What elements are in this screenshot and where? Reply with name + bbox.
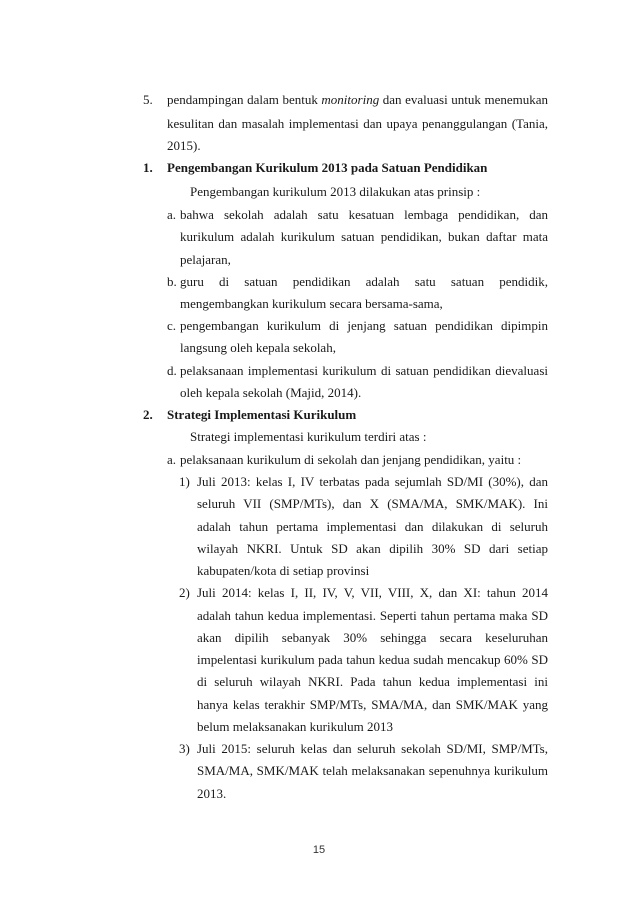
italic-term: monitoring (321, 92, 380, 107)
list-item-line: pelaksanaan implementasi kurikulum di satuan pendidikan dievaluasi (180, 363, 548, 378)
point-line: Juli 2014: kelas I, II, IV, V, VII, VIII, X, dan XI: tahun 2014 (197, 585, 548, 600)
point-line: Juli 2015: seluruh kelas dan seluruh sekolah SD/MI, SMP/MTs, (197, 741, 548, 756)
point-line: seluruh VII (SMP/MTs), dan X (SMA/MA, SMK/MAK). Ini (197, 496, 548, 511)
point-line: adalah tahun kedua implementasi. Seperti tahun pertama maka SD (197, 608, 548, 623)
point-line: akan dipilih sebanyak 30% sehingga secara keseluruhan (197, 630, 548, 645)
page-number: 15 (312, 844, 326, 856)
section-number: 1. (143, 160, 153, 175)
list-marker: b. (167, 274, 177, 289)
paragraph-line: 2015). (167, 138, 201, 153)
point-line: impelentasi kurikulum pada tahun kedua sudah mencakup 60% SD (197, 652, 548, 667)
point-line: hanya kelas terakhir SMP/MTs, SMA/MA, dan SMK/MAK yang (197, 697, 548, 712)
section-heading: Strategi Implementasi Kurikulum (167, 407, 357, 422)
point-line: SMA/MA, SMK/MAK telah melaksanakan sepenuhnya kurikulum (197, 763, 548, 778)
list-item-line: pelajaran, (180, 252, 231, 267)
list-item-line: pelaksanaan kurikulum di sekolah dan jenjang pendidikan, yaitu : (180, 452, 522, 467)
point-line: belum melaksanakan kurikulum 2013 (197, 719, 394, 734)
list-item-line: oleh kepala sekolah (Majid, 2014). (180, 385, 362, 400)
list-item-line: mengembangkan kurikulum secara bersama-sama, (180, 296, 443, 311)
list-item-line: kurikulum adalah kurikulum satuan pendidikan, bukan daftar mata (180, 229, 548, 244)
point-line: kabupaten/kota di setiap provinsi (197, 563, 370, 578)
item-number: 5. (143, 92, 153, 107)
point-marker: 3) (179, 741, 190, 756)
point-line: di seluruh wilayah NKRI. Pada tahun kedua implementasi ini (197, 674, 548, 689)
section-heading: Pengembangan Kurikulum 2013 pada Satuan Pendidikan (167, 160, 488, 175)
point-line: wilayah NKRI. Untuk SD akan dipilih 30% SD dari setiap (197, 541, 548, 556)
list-item-line: bahwa sekolah adalah satu kesatuan lembaga pendidikan, dan (180, 207, 548, 222)
point-marker: 1) (179, 474, 190, 489)
point-marker: 2) (179, 585, 190, 600)
section-intro: Strategi implementasi kurikulum terdiri atas : (190, 429, 427, 444)
list-marker: c. (167, 318, 177, 333)
list-item-line: langsung oleh kepala sekolah, (180, 340, 336, 355)
list-item-line: pengembangan kurikulum di jenjang satuan pendidikan dipimpin (180, 318, 548, 333)
list-marker: a. (167, 452, 177, 467)
point-line: Juli 2013: kelas I, IV terbatas pada sejumlah SD/MI (30%), dan (197, 474, 548, 489)
paragraph-line: kesulitan dan masalah implementasi dan upaya penanggulangan (Tania, (167, 116, 548, 131)
paragraph-line: pendampingan dalam bentuk monitoring dan evaluasi untuk menemukan (167, 92, 548, 107)
section-intro: Pengembangan kurikulum 2013 dilakukan atas prinsip : (190, 184, 481, 199)
list-item-line: guru di satuan pendidikan adalah satu satuan pendidik, (180, 274, 548, 289)
section-number: 2. (143, 407, 153, 422)
list-marker: a. (167, 207, 177, 222)
point-line: adalah tahun pertama implementasi dan dilakukan di seluruh (197, 519, 548, 534)
list-marker: d. (167, 363, 177, 378)
point-line: 2013. (197, 786, 227, 801)
